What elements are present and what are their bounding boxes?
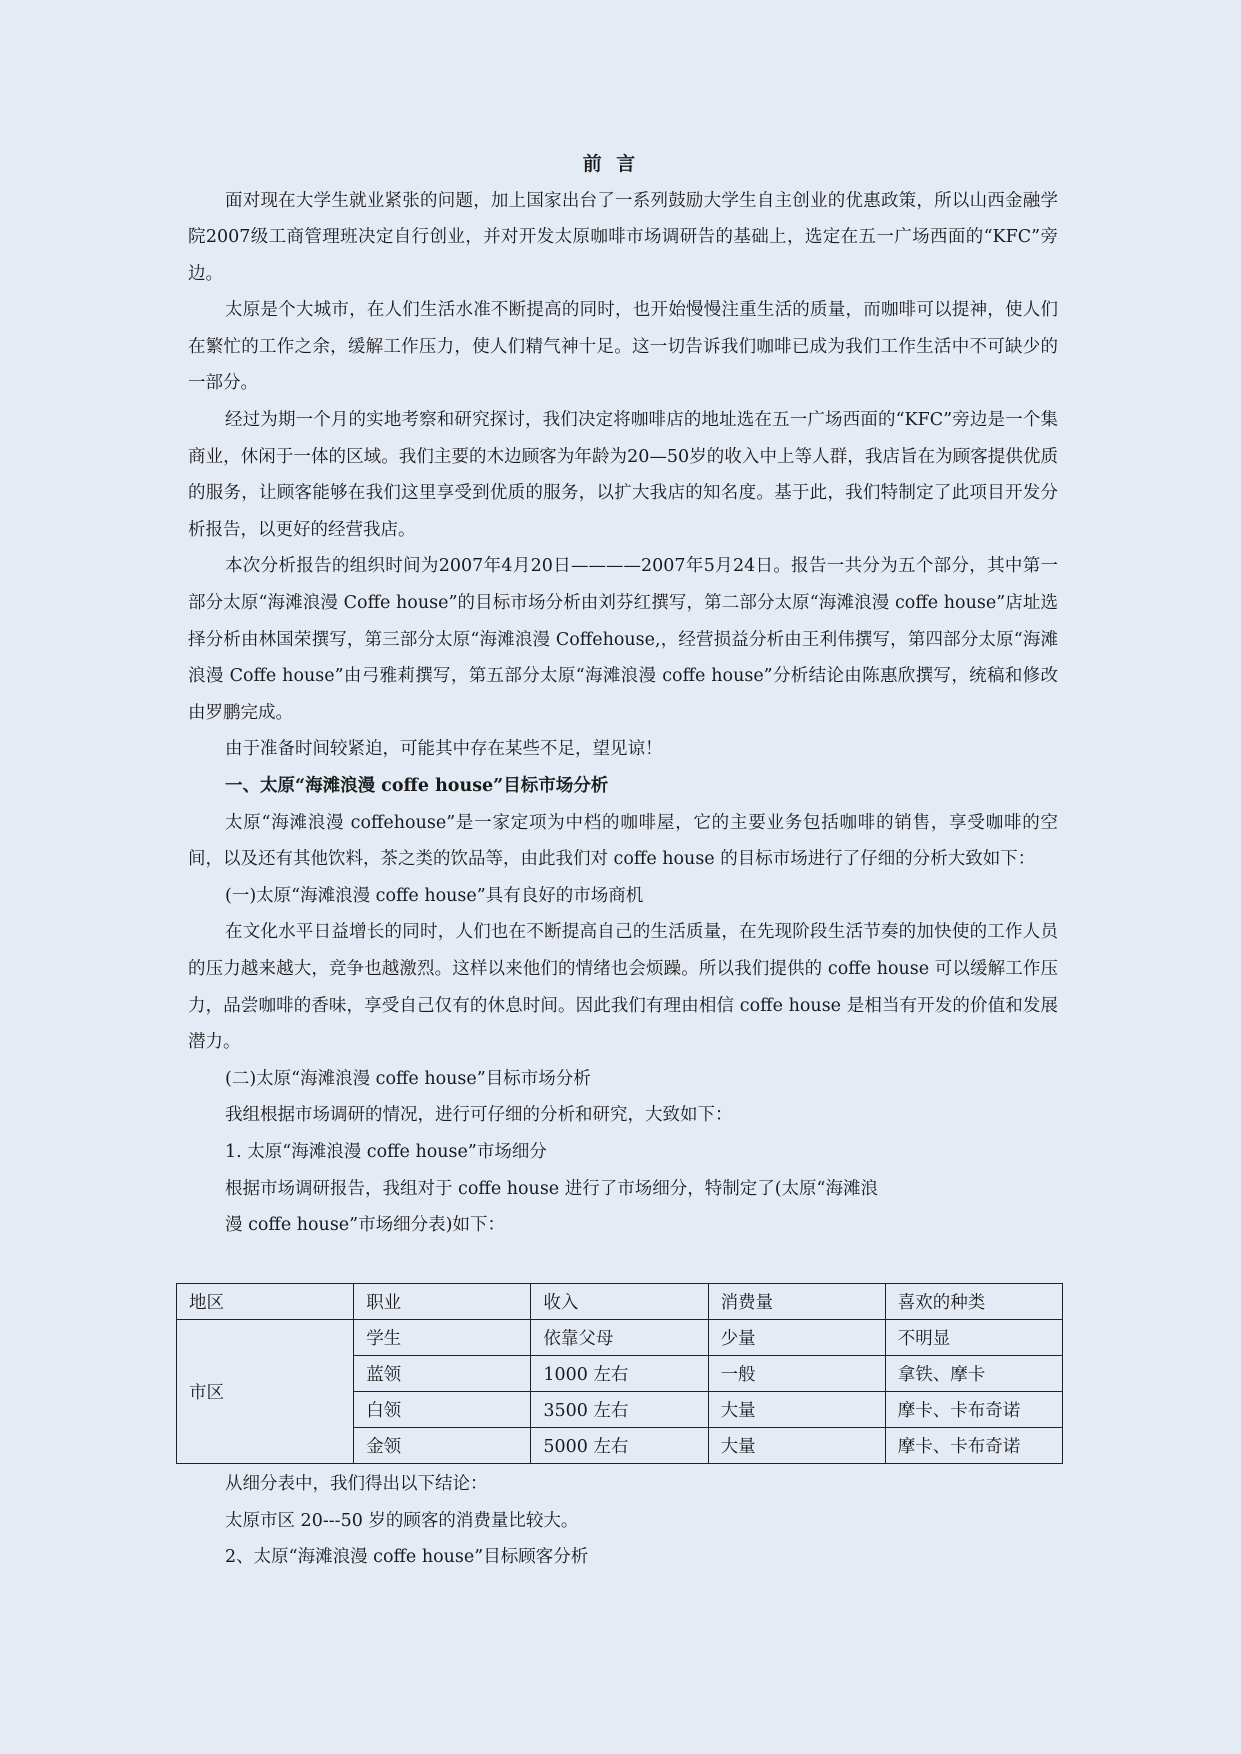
subheading: 1. 太原“海滩浪漫 coffe house”市场细分	[225, 1141, 547, 1162]
table-cell: 3500 左右	[531, 1392, 708, 1428]
paragraph: 根据市场调研报告，我组对于 coffe house 进行了市场细分，特制定了(太原“海滩浪	[225, 1178, 879, 1199]
region-cell: 市区	[177, 1320, 354, 1464]
market-segmentation-table	[176, 1283, 1063, 1464]
table-row	[177, 1320, 1063, 1356]
paragraph: 太原“海滩浪漫 coffehouse”是一家定项为中档的咖啡屋，它的主要业务包括咖啡的销售，享受咖啡的空间，以及还有其他饮料，茶之类的饮品等，由此我们对 coffe house 的目标市场进行了仔细的分析大致如下：	[188, 812, 1058, 870]
paragraph: 本次分析报告的组织时间为2007年4月20日————2007年5月24日。报告一共分为五个部分，其中第一部分太原“海滩浪漫 Coffe house”的目标市场分析由刘芬红撰写，第二部分太原“海滩浪漫 coffe house”店址选择分析由林国荣撰写，第三部分太原“海滩浪漫 Coffehouse,，经营损益分析由王利伟撰写，第四部分太原“海滩浪漫 Coffe house”由弓雅莉撰写，第五部分太原“海滩浪漫 coffe house”分析结论由陈惠欣撰写，统稿和修改由罗鹏完成。	[188, 556, 1058, 723]
paragraph: 从细分表中，我们得出以下结论：	[225, 1474, 488, 1494]
paragraph: 在文化水平日益增长的同时，人们也在不断提高自己的生活质量，在先现阶段生活节奏的加快使的工作人员的压力越来越大，竞争也越激烈。这样以来他们的情绪也会烦躁。所以我们提供的 coffe house 可以缓解工作压力，品尝咖啡的香味，享受自己仅有的休息时间。因此我们有理由相信 coffe house 是相当有开发的价值和发展潜力。	[188, 922, 1058, 1053]
table-header-cell: 职业	[354, 1284, 531, 1320]
post-table-text	[188, 1466, 1058, 1576]
paragraph: 我组根据市场调研的情况，进行可仔细的分析和研究，大致如下：	[225, 1105, 733, 1126]
section-heading: 一、太原“海滩浪漫 coffe house”目标市场分析	[225, 776, 609, 796]
table-cell: 大量	[708, 1392, 885, 1428]
table-header-row	[177, 1284, 1063, 1320]
subheading: 2、太原“海滩浪漫 coffe house”目标顾客分析	[225, 1547, 589, 1568]
table-cell: 摩卡、卡布奇诺	[885, 1392, 1062, 1428]
subheading: (二)太原“海滩浪漫 coffe house”目标市场分析	[225, 1068, 591, 1089]
paragraph: 由于准备时间较紧迫，可能其中存在某些不足，望见谅！	[225, 739, 663, 760]
table-cell: 1000 左右	[531, 1356, 708, 1392]
paragraph: 经过为期一个月的实地考察和研究探讨，我们决定将咖啡店的地址选在五一广场西面的“KFC”旁边是一个集商业，休闲于一体的区域。我们主要的木边顾客为年龄为20—50岁的收入中上等人群，我店旨在为顾客提供优质的服务，让顾客能够在我们这里享受到优质的服务，以扩大我店的知名度。基于此，我们特制定了此项目开发分析报告，以更好的经营我店。	[188, 410, 1058, 540]
table-cell: 拿铁、摩卡	[885, 1356, 1062, 1392]
table-cell: 少量	[708, 1320, 885, 1356]
document-body	[188, 146, 1058, 1244]
paragraph: 太原市区 20---50 岁的顾客的消费量比较大。	[225, 1510, 579, 1531]
table-header-cell: 喜欢的种类	[885, 1284, 1062, 1320]
table-header-cell: 地区	[177, 1284, 354, 1320]
page-title: 前 言	[582, 153, 640, 175]
table-cell: 金领	[354, 1428, 531, 1464]
paragraph: 漫 coffe house”市场细分表)如下：	[225, 1215, 505, 1236]
table-cell: 一般	[708, 1356, 885, 1392]
paragraph: 太原是个大城市，在人们生活水准不断提高的同时，也开始慢慢注重生活的质量，而咖啡可以提神，使人们在繁忙的工作之余，缓解工作压力，使人们精气神十足。这一切告诉我们咖啡已成为我们工作生活中不可缺少的一部分。	[188, 300, 1058, 394]
table-header-cell: 收入	[531, 1284, 708, 1320]
table-cell: 摩卡、卡布奇诺	[885, 1428, 1062, 1464]
table-cell: 依靠父母	[531, 1320, 708, 1356]
table-cell: 学生	[354, 1320, 531, 1356]
table-cell: 不明显	[885, 1320, 1062, 1356]
table-cell: 白领	[354, 1392, 531, 1428]
subheading: (一)太原“海滩浪漫 coffe house”具有良好的市场商机	[225, 885, 644, 906]
table-cell: 大量	[708, 1428, 885, 1464]
paragraph: 面对现在大学生就业紧张的问题，加上国家出台了一系列鼓励大学生自主创业的优惠政策，所以山西金融学院2007级工商管理班决定自行创业，并对开发太原咖啡市场调研告的基础上，选定在五一广场西面的“KFC”旁边。	[188, 190, 1058, 284]
table-cell: 5000 左右	[531, 1428, 708, 1464]
table-header-cell: 消费量	[708, 1284, 885, 1320]
table-cell: 蓝领	[354, 1356, 531, 1392]
